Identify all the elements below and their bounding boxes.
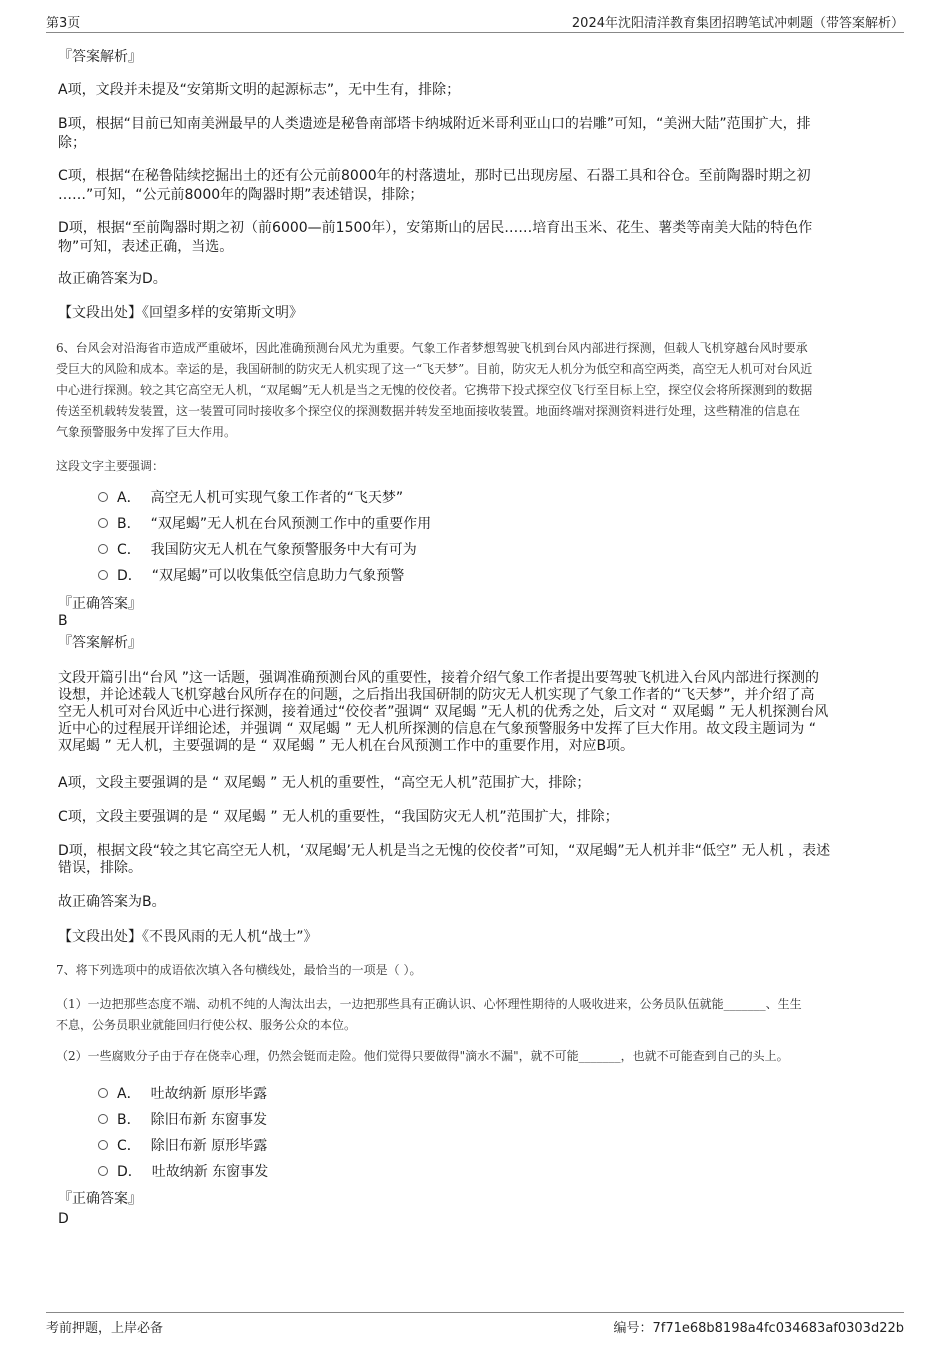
q6-option-a[interactable]: A． 高空无人机可实现气象工作者的“飞天梦” xyxy=(98,488,403,508)
q5-conclusion: 故正确答案为D。 xyxy=(58,271,167,287)
q5-analysis-c-line2: ……”可知，“公元前8000年的陶器时期”表述错误，排除； xyxy=(58,187,424,203)
q7-option-d[interactable]: D． 吐故纳新 东窗事发 xyxy=(98,1162,268,1182)
q6-explanation-line1: 文段开篇引出“台风 ”这一话题，强调准确预测台风的重要性，接着介绍气象工作者提出要驾驶飞机进入台风内部进行探测的 xyxy=(58,670,819,686)
q6-option-d[interactable]: D． “双尾蝎”可以收集低空信息助力气象预警 xyxy=(98,566,404,586)
q6-option-c[interactable]: C． 我国防灾无人机在气象预警服务中大有可为 xyxy=(98,540,417,560)
q6-explanation-line2: 设想，并论述载人飞机穿越台风所存在的问题，之后指出我国研制的防灾无人机实现了气象工作者的“飞天梦”，并介绍了高 xyxy=(58,687,815,703)
page-number: 第3页 xyxy=(46,16,81,31)
q5-analysis-a: A项，文段并未提及“安第斯文明的起源标志”，无中生有，排除； xyxy=(58,82,461,98)
document-code: 编号：7f71e68b8198a4fc034683af0303d22b xyxy=(613,1321,904,1336)
document-title: 2024年沈阳清洋教育集团招聘笔试冲刺题（带答案解析） xyxy=(571,16,904,31)
q6-explanation-line4: 近中心的过程展开详细论述，并强调 “ 双尾蝎 ” 无人机所探测的信息在气象预警服务中发挥了巨大作用。故文段主题词为 “ xyxy=(58,721,817,737)
q5-analysis-b-line1: B项，根据“目前已知南美洲最早的人类遗迹是秘鲁南部塔卡纳城附近米哥利亚山口的岩雕”可知，“美洲大陆”范围扩大，排 xyxy=(58,116,811,132)
q6-explanation-line5: 双尾蝎 ” 无人机，主要强调的是 “ 双尾蝎 ” 无人机在台风预测工作中的重要作用，对应B项。 xyxy=(58,738,635,754)
q5-analysis-b-line2: 除； xyxy=(58,135,86,151)
q6-analysis-a: A项，文段主要强调的是 “ 双尾蝎 ” 无人机的重要性，“高空无人机”范围扩大，排除； xyxy=(58,775,591,791)
radio-icon[interactable] xyxy=(98,1140,108,1150)
page-header xyxy=(46,10,904,33)
radio-icon[interactable] xyxy=(98,1166,108,1176)
radio-icon[interactable] xyxy=(98,518,108,528)
q5-analysis-d-line2: 物”可知，表述正确，当选。 xyxy=(58,239,234,255)
radio-icon[interactable] xyxy=(98,1088,108,1098)
q7-sentence2: （2）一些腐败分子由于存在侥幸心理，仍然会铤而走险。他们觉得只要做得"滴水不漏"，就不可能_______，也就不可能查到自己的头上。 xyxy=(56,1049,789,1063)
q7-sentence1-line2: 不息，公务员职业就能回归行使公权、服务公众的本位。 xyxy=(56,1018,357,1032)
q6-passage-line5: 气象预警服务中发挥了巨大作用。 xyxy=(56,425,237,439)
q6-prompt: 这段文字主要强调： xyxy=(56,459,165,473)
radio-icon[interactable] xyxy=(98,544,108,554)
q6-passage-line3: 中心进行探测。较之其它高空无人机，“双尾蝎”无人机是当之无愧的佼佼者。它携带下投式探空仪飞行至目标上空，探空仪会将所探测到的数据 xyxy=(56,383,813,397)
q6-option-b[interactable]: B． “双尾蝎”无人机在台风预测工作中的重要作用 xyxy=(98,514,431,534)
q7-answer: D xyxy=(58,1211,69,1227)
q7-stem: 7、将下列选项中的成语依次填入各句横线处，最恰当的一项是（ ）。 xyxy=(56,963,422,977)
q5-analysis-d-line1: D项，根据“至前陶器时期之初（前6000—前1500年），安第斯山的居民……培育出玉米、花生、薯类等南美大陆的特色作 xyxy=(58,220,813,236)
q7-answer-heading: 『正确答案』 xyxy=(58,1191,142,1207)
radio-icon[interactable] xyxy=(98,570,108,580)
q6-analysis-c: C项，文段主要强调的是 “ 双尾蝎 ” 无人机的重要性，“我国防灾无人机”范围扩大，排除； xyxy=(58,809,619,825)
radio-icon[interactable] xyxy=(98,492,108,502)
q6-answer-heading: 『正确答案』 xyxy=(58,596,142,612)
q6-source: 【文段出处】《不畏风雨的无人机“战士”》 xyxy=(58,929,318,945)
page-footer xyxy=(46,1312,904,1337)
q7-option-b[interactable]: B． 除旧布新 东窗事发 xyxy=(98,1110,267,1130)
q6-passage-line4: 传送至机载转发装置，这一装置可同时接收多个探空仪的探测数据并转发至地面接收装置。地面终端对探测资料进行处理，这些精准的信息在 xyxy=(56,404,801,418)
q5-analysis-heading: 『答案解析』 xyxy=(58,49,142,65)
q7-option-a[interactable]: A． 吐故纳新 原形毕露 xyxy=(98,1084,267,1104)
footer-slogan: 考前押题，上岸必备 xyxy=(46,1321,164,1336)
q6-answer: B xyxy=(58,613,68,629)
q6-analysis-heading: 『答案解析』 xyxy=(58,635,142,651)
radio-icon[interactable] xyxy=(98,1114,108,1124)
q6-analysis-d-line2: 错误，排除。 xyxy=(58,860,142,876)
q6-explanation-line3: 空无人机可对台风近中心进行探测，接着通过“佼佼者”强调“ 双尾蝎 ”无人机的优秀之处，后文对 “ 双尾蝎 ” 无人机探测台风 xyxy=(58,704,829,720)
q6-analysis-d-line1: D项，根据文段“较之其它高空无人机，‘双尾蝎’无人机是当之无愧的佼佼者”可知，“双尾蝎”无人机并非“低空” 无人机 ，表述 xyxy=(58,843,831,859)
q6-conclusion: 故正确答案为B。 xyxy=(58,894,166,910)
q6-passage-line1: 6、台风会对沿海省市造成严重破坏，因此准确预测台风尤为重要。气象工作者梦想驾驶飞机到台风内部进行探测，但载人飞机穿越台风时要承 xyxy=(56,341,808,355)
q7-sentence1-line1: （1）一边把那些态度不端、动机不纯的人淘汰出去，一边把那些具有正确认识、心怀理性期待的人吸收进来，公务员队伍就能_______、生生 xyxy=(56,997,802,1011)
q5-source: 【文段出处】《回望多样的安第斯文明》 xyxy=(58,305,303,321)
q7-option-c[interactable]: C． 除旧布新 原形毕露 xyxy=(98,1136,267,1156)
q6-passage-line2: 受巨大的风险和成本。幸运的是，我国研制的防灾无人机实现了这一“飞天梦”。目前，防灾无人机分为低空和高空两类，高空无人机可对台风近 xyxy=(56,362,813,376)
q5-analysis-c-line1: C项，根据“在秘鲁陆续挖掘出土的还有公元前8000年的村落遗址，那时已出现房屋、石器工具和谷仓。至前陶器时期之初 xyxy=(58,168,811,184)
